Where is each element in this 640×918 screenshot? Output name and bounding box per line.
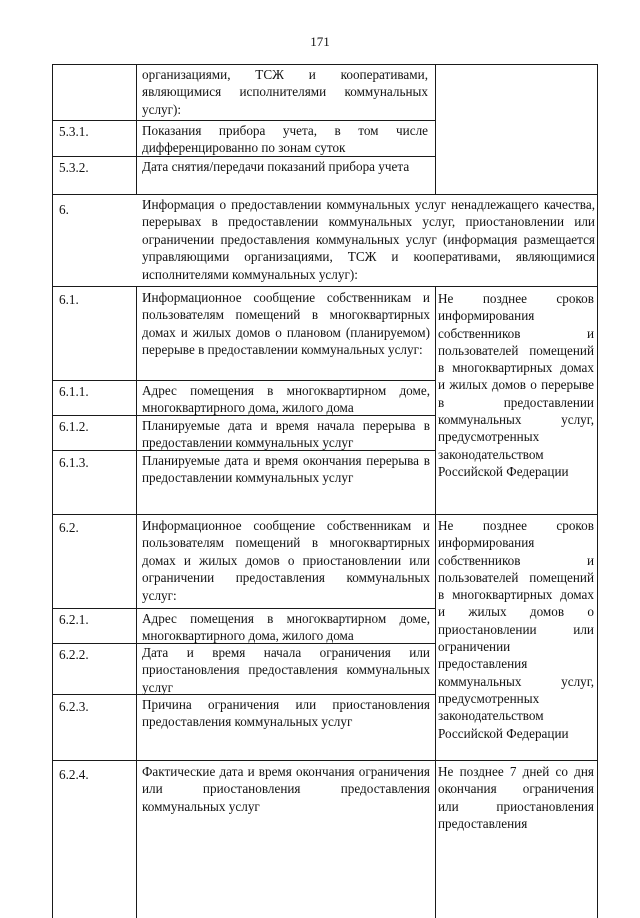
row-description: Показания прибора учета, в том числе дифференцированно по зонам суток xyxy=(142,123,428,156)
row-number: 6.2.4. xyxy=(59,767,89,782)
deadline-cell: Не позднее сроков информирования собственников и пользователей помещений в многоквартирных домах и жилых домов о приостановлении или ограничении предоставления коммунальных услуг, предусмотренных законодательством Российской Федерации xyxy=(438,518,594,741)
row-description: Планируемые дата и время начала перерыва в предоставлении коммунальных услуг xyxy=(142,418,430,451)
row-description: Причина ограничения или приостановления предоставления коммунальных услуг xyxy=(142,697,430,730)
continued-description: организациями, ТСЖ и кооперативами, являющимися исполнителями коммунальных услуг): xyxy=(142,67,428,117)
section-number: 6. xyxy=(59,202,69,217)
row-number: 6.2.1. xyxy=(59,612,89,627)
table-border-left xyxy=(52,64,53,918)
section-description: Информация о предоставлении коммунальных услуг ненадлежащего качества, перерывах в предоставлении коммунальных услуг, приостановлении или ограничении предоставления коммунальных услуг (информация размещается управляющими организациями, ТСЖ и кооперативами, являющимися исполнителями коммунальных услуг): xyxy=(142,197,595,282)
column-divider xyxy=(435,64,436,194)
row-number: 6.1.3. xyxy=(59,455,89,470)
requirements-table xyxy=(52,64,598,918)
row-number: 6.1.1. xyxy=(59,384,89,399)
page-number: 171 xyxy=(310,34,330,49)
row-description: Фактические дата и время окончания ограничения или приостановления предоставления коммунальных услуг xyxy=(142,764,430,814)
row-description: Адрес помещения в многоквартирном доме, многоквартирного дома, жилого дома xyxy=(142,383,430,416)
deadline-cell: Не позднее сроков информирования собственников и пользователей помещений в многоквартирных домах и жилых домов о перерыве в предоставлении коммунальных услуг, предусмотренных законодательством Российской Федерации xyxy=(438,291,594,479)
row-description: Информационное сообщение собственникам и пользователям помещений в многоквартирных домах и жилых домов о плановом (планируемом) перерыве в предоставлении коммунальных услуг: xyxy=(142,290,430,358)
row-description: Адрес помещения в многоквартирном доме, многоквартирного дома, жилого дома xyxy=(142,611,430,644)
row-number: 5.3.2. xyxy=(59,160,89,175)
table-border-right xyxy=(597,64,598,918)
deadline-cell: Не позднее 7 дней со дня окончания ограничения или приостановления предоставления xyxy=(438,764,594,832)
row-number: 6.2. xyxy=(59,520,79,535)
column-divider xyxy=(136,64,137,194)
row-number: 6.2.2. xyxy=(59,647,89,662)
row-number: 6.1.2. xyxy=(59,419,89,434)
row-description: Планируемые дата и время окончания перерыва в предоставлении коммунальных услуг xyxy=(142,453,430,486)
row-description: Дата и время начала ограничения или приостановления предоставления коммунальных услуг xyxy=(142,645,430,695)
row-divider xyxy=(52,286,598,287)
row-number: 5.3.1. xyxy=(59,124,89,139)
row-number: 6.2.3. xyxy=(59,699,89,714)
row-divider xyxy=(52,760,598,761)
column-divider xyxy=(435,286,436,918)
column-divider xyxy=(136,286,137,918)
row-description: Информационное сообщение собственникам и пользователям помещений в многоквартирных домах и жилых домов о приостановлении или ограничении предоставления коммунальных услуг: xyxy=(142,518,430,603)
row-divider xyxy=(52,514,598,515)
row-description: Дата снятия/передачи показаний прибора учета xyxy=(142,159,410,174)
row-number: 6.1. xyxy=(59,292,79,307)
